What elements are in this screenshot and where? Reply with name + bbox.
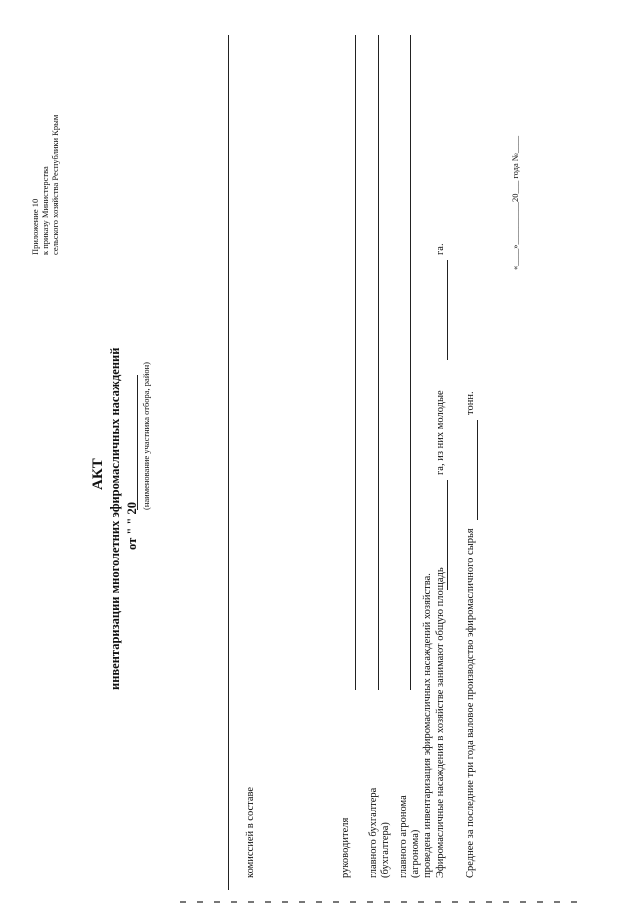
area-unit-2: га. — [435, 243, 446, 255]
agronomist-label-1: главного агронома — [398, 795, 409, 878]
commission-line — [228, 35, 229, 890]
head-line — [355, 35, 356, 690]
production-unit: тонн. — [465, 391, 476, 415]
appendix-ministry: сельского хозяйства Республики Крым — [50, 114, 60, 255]
production-line — [477, 420, 478, 520]
date-number-field: «____»__________20___ года №____ — [510, 136, 520, 270]
area-young-line — [447, 260, 448, 360]
area-total-line — [447, 480, 448, 590]
production-text: Среднее за последние три года валовое производство эфиромасличного сырья — [465, 528, 476, 878]
inventory-text: проведена инвентаризация эфиромасличных насаждений хозяйства. — [422, 573, 433, 878]
accountant-label-2: (бухгалтера) — [380, 822, 391, 878]
appendix-order: к приказу Министерства — [40, 166, 50, 255]
area-unit: га, из них молодые — [435, 390, 446, 475]
date-underline — [137, 375, 138, 510]
area-text: Эфиромасличные насаждения в хозяйстве занимают общую площадь — [435, 567, 446, 878]
accountant-line — [378, 35, 379, 690]
act-date-line: от " " 20____ — [125, 477, 139, 550]
accountant-label-1: главного бухгалтера — [368, 787, 379, 878]
agronomist-label-2: (агронома) — [410, 829, 421, 878]
act-caption: (наименование участника отбора, район) — [141, 361, 151, 510]
act-title: АКТ — [90, 458, 106, 490]
agronomist-line — [410, 35, 411, 690]
rotated-form — [20, 30, 620, 890]
scan-edge-marks — [180, 901, 640, 907]
appendix-number: Приложение 10 — [30, 198, 40, 255]
act-subtitle: инвентаризации многолетних эфиромасличных насаждений — [108, 347, 122, 690]
commission-label: комиссией в составе — [245, 786, 256, 878]
head-label: руководителя — [340, 817, 351, 878]
